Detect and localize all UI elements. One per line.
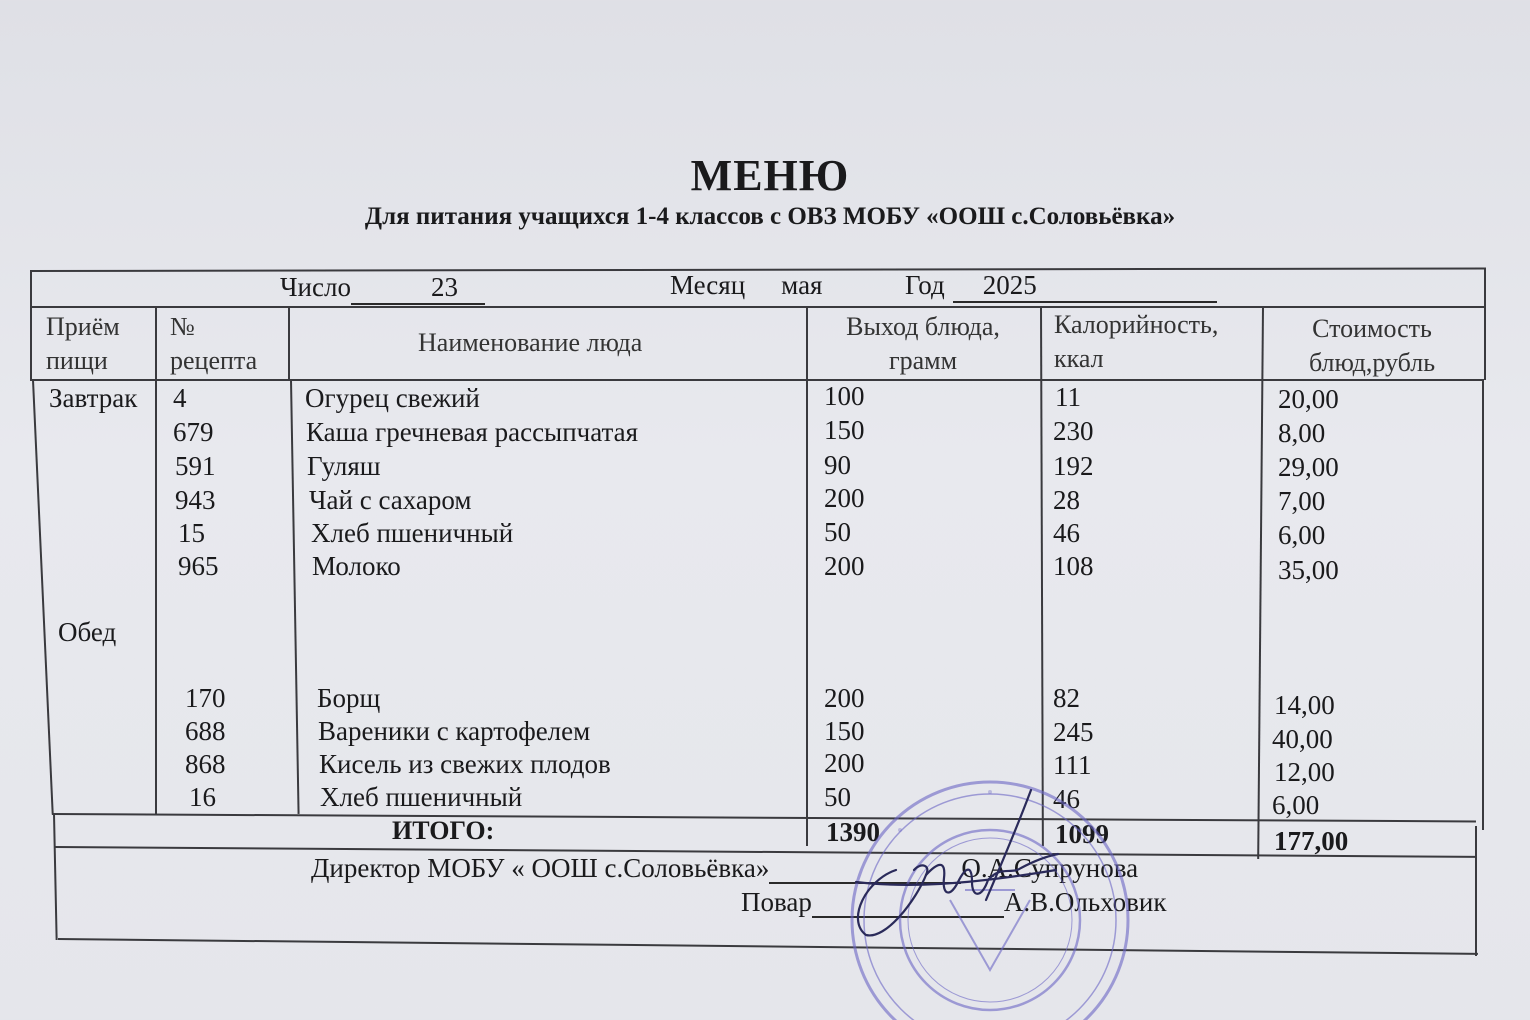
calories-cell: 111 [1053,750,1092,780]
cook-label: Повар [741,887,812,917]
weight-cell: 100 [824,381,865,411]
cost-cell: 7,00 [1278,486,1326,516]
recipe-cell: 591 [175,451,216,481]
weight-cell: 200 [824,748,865,778]
recipe-cell: 868 [185,749,226,779]
dish-name-cell: Хлеб пшеничный [320,782,523,812]
total-weight: 1390 [826,817,880,847]
weight-cell: 50 [824,517,851,547]
cost-cell: 40,00 [1272,724,1333,754]
header-weight: Выход блюда, грамм [846,312,1000,375]
month-field [670,270,822,301]
dish-name-cell: Молоко [312,551,401,581]
calories-cell: 82 [1053,683,1080,713]
dish-name-cell: Чай с сахаром [309,485,472,515]
director-name: О.А.Супрунова [961,853,1139,883]
cost-cell: 6,00 [1278,520,1326,550]
dish-name-cell: Огурец свежий [305,383,480,413]
calories-cell: 245 [1053,717,1094,747]
weight-cell: 150 [824,415,865,445]
total-label: ИТОГО: [392,816,495,845]
dish-name-cell: Гуляш [307,451,381,481]
cost-cell: 35,00 [1278,555,1339,585]
weight-cell: 200 [824,551,865,581]
header-recipe: № рецепта [170,312,258,375]
recipe-cell: 688 [185,716,226,746]
dish-name-cell: Хлеб пшеничный [311,518,514,548]
dish-name-cell: Кисель из свежих плодов [319,749,611,779]
cost-cell: 12,00 [1274,757,1335,787]
dish-name-cell: Вареники с картофелем [318,716,591,746]
year-field [905,270,1217,303]
year-label: Год [905,270,945,300]
calories-cell: 108 [1053,551,1094,581]
header-name: Наименование люда [418,328,643,357]
document-subtitle: Для питания учащихся 1-4 классов с ОВЗ МОБУ «ООШ с.Соловьёвка» [364,203,1176,230]
calories-cell: 230 [1053,416,1094,446]
weight-cell: 50 [824,782,851,812]
recipe-cell: 4 [173,383,187,413]
meal-label-breakfast: Завтрак [49,383,138,413]
weight-cell: 90 [824,450,851,480]
header-meal: Приём пищи [46,312,120,375]
cook-name: А.В.Ольховик [1003,887,1167,917]
header-cost: Стоимость блюд,рубль [1308,314,1436,377]
calories-cell: 28 [1053,485,1080,515]
calories-cell: 192 [1053,451,1094,481]
cost-cell: 14,00 [1274,690,1335,720]
dish-name-cell: Борщ [317,683,381,713]
cost-cell: 8,00 [1278,418,1326,448]
weight-cell: 200 [824,683,865,713]
weight-cell: 150 [824,716,865,746]
header-calories: Калорийность, ккал [1054,310,1219,373]
cost-cell: 29,00 [1278,452,1339,482]
dish-name-cell: Каша гречневая рассыпчатая [306,417,639,447]
total-cost: 177,00 [1274,826,1349,856]
recipe-cell: 16 [189,782,216,812]
recipe-cell: 965 [178,551,219,581]
day-label: Число [280,272,351,302]
total-calories: 1099 [1055,819,1109,849]
calories-cell: 46 [1053,784,1080,814]
calories-cell: 46 [1053,518,1080,548]
recipe-cell: 679 [173,417,214,447]
handwritten-signature [826,770,1066,940]
director-label: Директор МОБУ « ООШ с.Соловьёвка» [311,853,770,883]
cost-cell: 20,00 [1278,384,1339,414]
meal-label-lunch: Обед [58,617,117,647]
date-row [280,272,485,305]
cost-cell: 6,00 [1272,790,1320,820]
year-value: 2025 [953,270,1217,303]
recipe-cell: 15 [178,518,205,548]
recipe-cell: 943 [175,485,216,515]
document-title: МЕНЮ [690,151,850,200]
recipe-cell: 170 [185,683,226,713]
month-value: мая [781,270,823,300]
calories-cell: 11 [1055,382,1081,412]
weight-cell: 200 [824,483,865,513]
day-value: 23 [351,272,485,305]
month-label: Месяц [670,270,746,300]
